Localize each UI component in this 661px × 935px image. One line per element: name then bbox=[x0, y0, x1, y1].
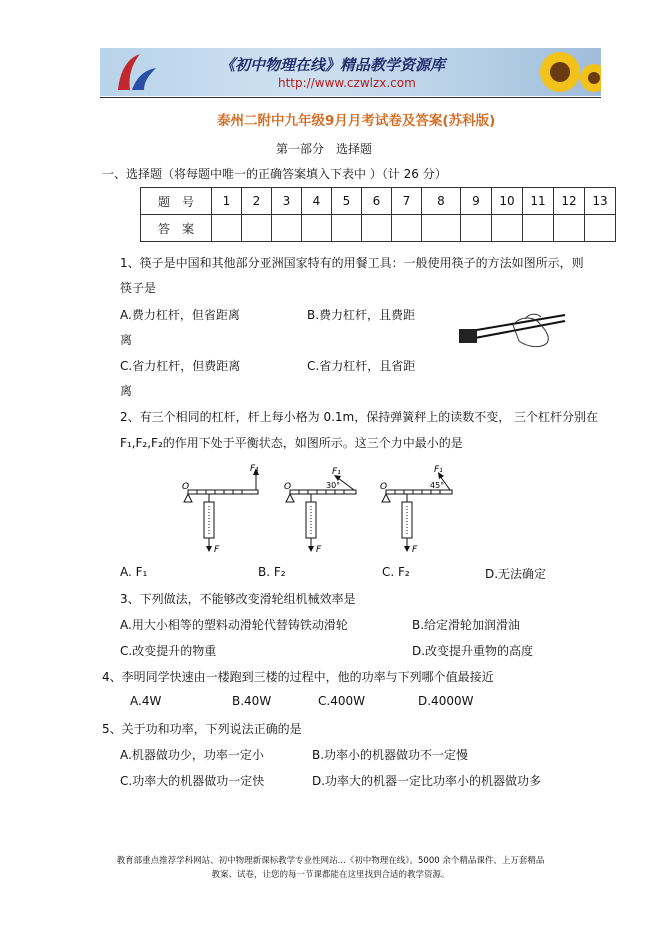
banner-title: 《初中物理在线》精品教学资源库 bbox=[220, 56, 446, 74]
q5-option-d: D.功率大的机器一定比功率小的机器做功多 bbox=[312, 774, 542, 788]
footer-line-2: 教案、试卷，让您的每一节课都能在这里找到合适的教学资源。 bbox=[211, 870, 450, 880]
table-cell: 11 bbox=[523, 188, 554, 215]
document-title: 泰州二附中九年级9月月考试卷及答案(苏科版) bbox=[217, 113, 496, 129]
answer-cell[interactable] bbox=[212, 215, 242, 242]
table-row-numbers bbox=[141, 188, 616, 215]
header-divider bbox=[100, 97, 601, 98]
q4-option-a: A.4W bbox=[130, 694, 162, 708]
answer-cell[interactable] bbox=[392, 215, 422, 242]
q4-stem: 4、李明同学快速由一楼跑到三楼的过程中，他的功率与下列哪个值最接近 bbox=[102, 670, 494, 684]
table-cell: 4 bbox=[302, 188, 332, 215]
q1-option-b-cont: 离 bbox=[120, 333, 133, 347]
q2-option-a: A. F₁ bbox=[120, 565, 148, 579]
q1-stem-cont: 筷子是 bbox=[120, 281, 157, 295]
label-f: F bbox=[316, 545, 322, 554]
table-cell: 2 bbox=[242, 188, 272, 215]
lever-figure-2 bbox=[282, 462, 372, 554]
q3-option-d: D.改变提升重物的高度 bbox=[412, 644, 534, 658]
q2-option-d: D.无法确定 bbox=[485, 567, 547, 581]
table-header-number: 题 号 bbox=[141, 188, 212, 215]
answer-cell[interactable] bbox=[362, 215, 392, 242]
q4-option-d: D.4000W bbox=[418, 694, 474, 708]
q1-option-d: C.省力杠杆，且省距 bbox=[307, 359, 416, 373]
label-f: F bbox=[412, 545, 418, 554]
table-header-answer: 答 案 bbox=[141, 215, 212, 242]
q1-stem: 1、筷子是中国和其他部分亚洲国家特有的用餐工具：一般使用筷子的方法如图所示，则 bbox=[120, 256, 584, 270]
label-f: F bbox=[214, 545, 220, 554]
q1-option-c: C.省力杠杆，但费距离 bbox=[120, 359, 241, 373]
table-cell: 7 bbox=[392, 188, 422, 215]
label-o: O bbox=[182, 482, 190, 492]
answer-cell[interactable] bbox=[272, 215, 302, 242]
section-heading: 一、选择题（将每题中唯一的正确答案填入下表中 ）（计 26 分） bbox=[102, 167, 447, 181]
table-cell: 12 bbox=[554, 188, 585, 215]
table-cell: 9 bbox=[461, 188, 492, 215]
banner-url[interactable]: http://www.czwlzx.com bbox=[278, 76, 416, 90]
answer-cell[interactable] bbox=[242, 215, 272, 242]
answer-cell[interactable] bbox=[492, 215, 523, 242]
answer-table bbox=[140, 187, 616, 242]
q3-option-b: B.给定滑轮加润滑油 bbox=[412, 618, 521, 632]
table-cell: 13 bbox=[585, 188, 616, 215]
table-cell: 8 bbox=[422, 188, 461, 215]
answer-cell[interactable] bbox=[461, 215, 492, 242]
table-cell: 3 bbox=[272, 188, 302, 215]
q2-option-b: B. F₂ bbox=[258, 565, 286, 579]
sunflower-icon bbox=[520, 48, 601, 96]
answer-cell[interactable] bbox=[332, 215, 362, 242]
table-cell: 6 bbox=[362, 188, 392, 215]
table-cell: 5 bbox=[332, 188, 362, 215]
header-banner bbox=[100, 48, 601, 96]
q1-option-d-cont: 离 bbox=[120, 384, 133, 398]
q3-option-c: C.改变提升的物重 bbox=[120, 644, 217, 658]
page-footer bbox=[70, 854, 591, 882]
label-f1: F₁ bbox=[250, 464, 259, 474]
answer-cell[interactable] bbox=[554, 215, 585, 242]
answer-cell[interactable] bbox=[585, 215, 616, 242]
q5-stem: 5、关于功和功率，下列说法正确的是 bbox=[102, 722, 302, 736]
logo-icon bbox=[106, 50, 166, 94]
q3-stem: 3、下列做法，不能够改变滑轮组机械效率是 bbox=[120, 592, 356, 606]
q2-stem: 2、有三个相同的杠杆，杆上每小格为 0.1m，保持弹簧秤上的读数不变， 三个杠杆分别在 bbox=[120, 410, 599, 424]
label-o: O bbox=[284, 482, 292, 492]
answer-cell[interactable] bbox=[422, 215, 461, 242]
q5-option-c: C.功率大的机器做功一定快 bbox=[120, 774, 265, 788]
footer-line-1: 教育部重点推荐学科网站、初中物理新课标教学专业性网站...《初中物理在线》。5000 余个精品课件、上万套精品 bbox=[116, 856, 545, 866]
label-f1: F₁ bbox=[332, 467, 341, 477]
label-f1: F₁ bbox=[434, 465, 443, 475]
q2-option-c: C. F₂ bbox=[382, 565, 410, 579]
label-o: O bbox=[380, 482, 388, 492]
lever-figure-1 bbox=[178, 462, 278, 554]
q5-option-b: B.功率小的机器做功不一定慢 bbox=[312, 748, 469, 762]
answer-cell[interactable] bbox=[523, 215, 554, 242]
table-cell: 1 bbox=[212, 188, 242, 215]
q5-option-a: A.机器做功少，功率一定小 bbox=[120, 748, 264, 762]
part-title: 第一部分 选择题 bbox=[276, 142, 373, 156]
label-angle-30: 30° bbox=[326, 481, 341, 490]
chopsticks-figure bbox=[455, 305, 570, 355]
answer-cell[interactable] bbox=[302, 215, 332, 242]
q3-option-a: A.用大小相等的塑料动滑轮代替铸铁动滑轮 bbox=[120, 618, 348, 632]
q1-option-a: A.费力杠杆，但省距离 bbox=[120, 308, 240, 322]
table-row-answers bbox=[141, 215, 616, 242]
q4-option-b: B.40W bbox=[232, 694, 272, 708]
q2-stem-cont: F₁,F₂,F₂的作用下处于平衡状态，如图所示。这三个力中最小的是 bbox=[120, 436, 463, 450]
q4-option-c: C.400W bbox=[318, 694, 365, 708]
q1-option-b: B.费力杠杆，且费距 bbox=[307, 308, 416, 322]
lever-figure-3 bbox=[378, 462, 468, 554]
label-angle-45: 45° bbox=[430, 481, 445, 490]
table-cell: 10 bbox=[492, 188, 523, 215]
